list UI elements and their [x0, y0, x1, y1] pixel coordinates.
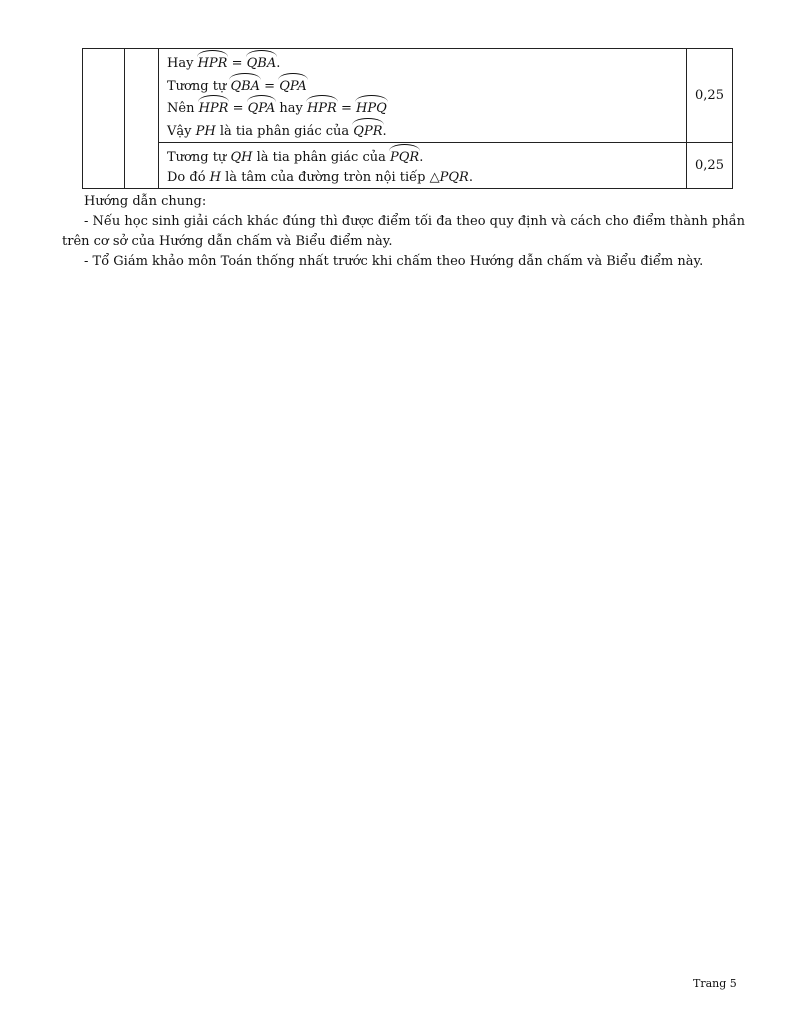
- math-variable: H: [209, 169, 222, 185]
- line-text: .: [419, 150, 424, 165]
- grading-table: [82, 48, 733, 189]
- angle-symbol: HPR: [307, 96, 337, 119]
- solution-cell: [159, 143, 687, 189]
- line-text: Nên: [167, 101, 199, 116]
- line-text: là tâm của đường tròn nội tiếp △: [221, 169, 440, 185]
- math-variable: QH: [230, 150, 253, 165]
- general-notes: [62, 192, 752, 272]
- solution-text: [159, 143, 686, 188]
- line-text: Vậy: [167, 123, 196, 139]
- table-row: [83, 49, 733, 143]
- solution-cell: [159, 49, 687, 143]
- question-cell: [83, 49, 125, 189]
- angle-symbol: HPQ: [356, 96, 387, 119]
- solution-line: [167, 119, 679, 142]
- page-number: Trang 5: [693, 977, 737, 990]
- line-text: hay: [275, 101, 307, 116]
- angle-symbol: QPR: [353, 119, 382, 142]
- score-cell: [687, 49, 733, 143]
- solution-line: [167, 96, 679, 119]
- notes-item-1-line-2: trên cơ sở của Hướng dẫn chấm và Biểu điểm này.: [62, 234, 393, 249]
- line-text: =: [227, 56, 247, 71]
- line-text: =: [228, 101, 248, 116]
- notes-item-2: - Tổ Giám khảo môn Toán thống nhất trước khi chấm theo Hướng dẫn chấm và Biểu điểm này.: [84, 254, 704, 269]
- math-variable: PH: [195, 123, 216, 139]
- line-text: là tia phân giác của: [252, 150, 391, 165]
- notes-item-1-line-1: - Nếu học sinh giải cách khác đúng thì được điểm tối đa theo quy định và cách cho điểm thành phần: [84, 214, 746, 229]
- angle-symbol: PQR: [390, 145, 419, 168]
- angle-symbol: QBA: [247, 51, 277, 74]
- line-text: Do đó: [167, 169, 210, 185]
- angle-symbol: QPA: [279, 74, 307, 97]
- line-text: =: [336, 101, 357, 116]
- score-value: 0,25: [695, 88, 724, 103]
- solution-line: [167, 74, 679, 97]
- part-cell: [125, 49, 159, 189]
- line-text: Hay: [167, 56, 198, 71]
- line-text: =: [260, 78, 280, 94]
- score-value: 0,25: [695, 158, 724, 173]
- angle-symbol: QBA: [230, 74, 260, 97]
- solution-line: [167, 168, 679, 188]
- angle-symbol: HPR: [199, 96, 229, 119]
- angle-symbol: QPA: [248, 96, 276, 119]
- line-text: Tương tự: [167, 150, 231, 165]
- table-row: [83, 143, 733, 189]
- solution-text: [159, 49, 686, 142]
- notes-heading: Hướng dẫn chung:: [84, 194, 207, 209]
- line-text: Tương tự: [167, 78, 231, 94]
- math-variable: PQR: [439, 169, 469, 185]
- score-cell: [687, 143, 733, 189]
- angle-symbol: HPR: [198, 51, 228, 74]
- line-text: .: [276, 56, 281, 71]
- line-text: .: [382, 123, 387, 139]
- line-text: là tia phân giác của: [215, 123, 354, 139]
- solution-line: [167, 145, 679, 168]
- solution-line: [167, 51, 679, 74]
- line-text: .: [468, 169, 473, 185]
